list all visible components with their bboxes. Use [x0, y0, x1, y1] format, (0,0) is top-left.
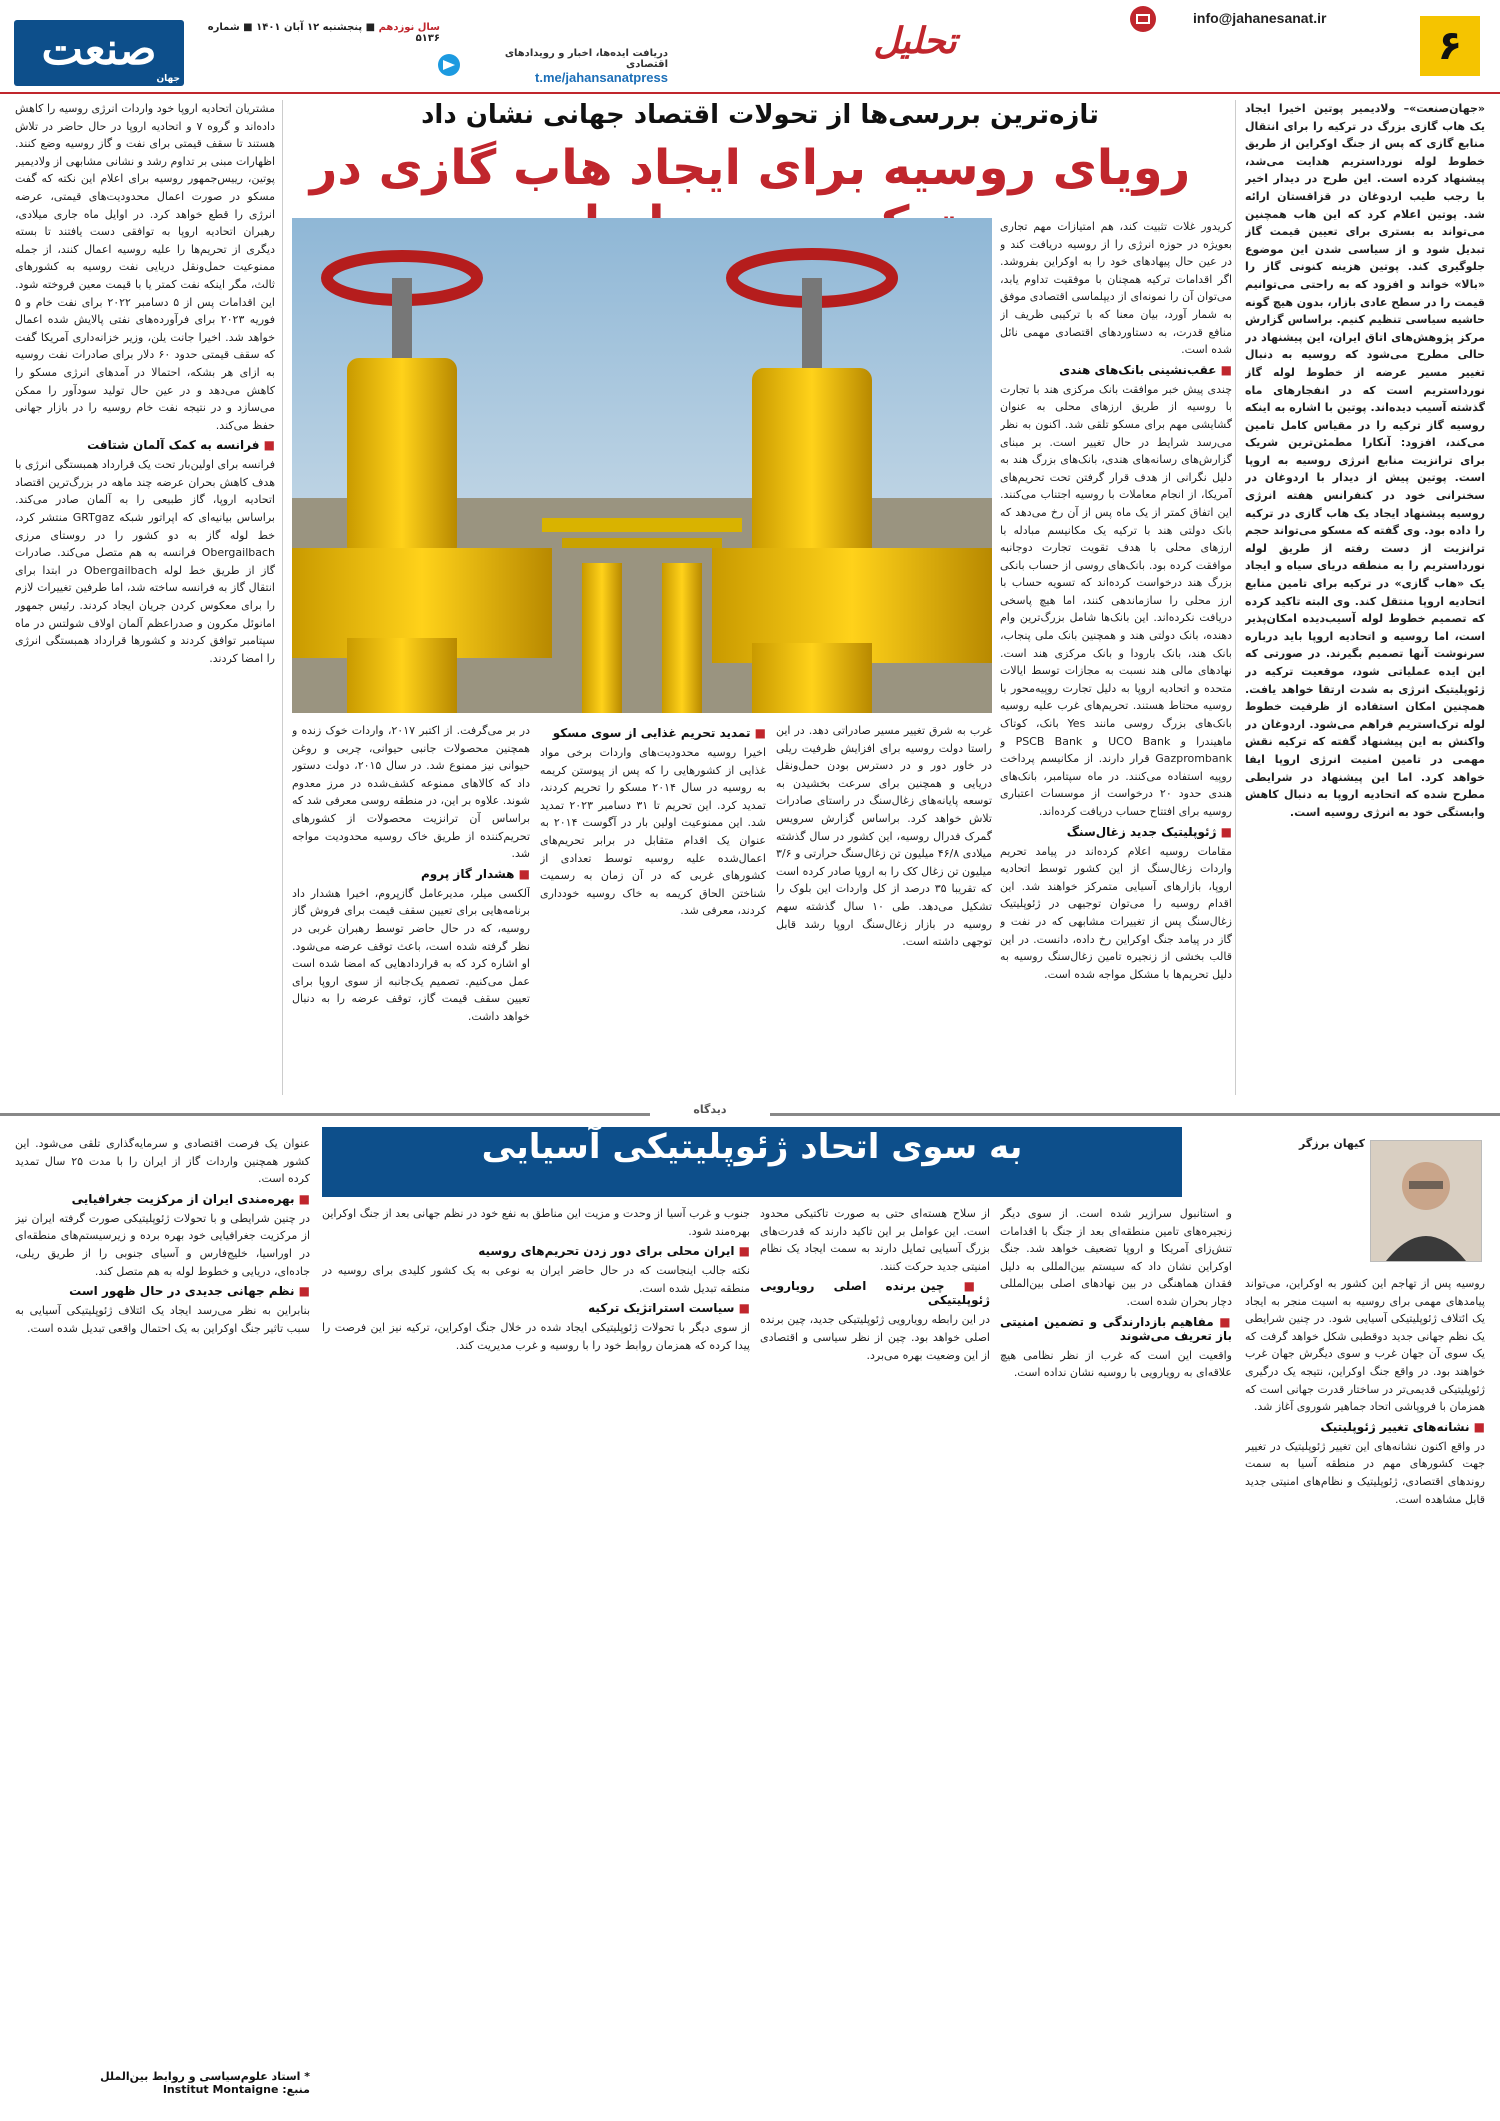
paragraph: در چنین شرایطی و با تحولات ژئوپلیتیکی صورت گرفته ایران نیز از مرکزیت جغرافیایی خود بهره برده و زیرسیستم‌های منطقه‌ای در اوراسیا، خلیج‌فارس و آسیای جنوبی را از طریق ریلی، جاده‌ای، دریایی و خطوط لوله به هم متصل کند.	[15, 1211, 310, 1278]
header-rule	[0, 92, 1500, 94]
article-column-c2	[540, 722, 766, 1095]
issue-date: پنجشنبه ۱۲ آبان ۱۴۰۱	[256, 22, 363, 33]
telegram-link[interactable]: t.me/jahansanatpress	[535, 70, 668, 85]
source-credit: منبع: Institut Montaigne	[162, 2083, 310, 2096]
issue-info: سال نوزدهم ■ پنجشنبه ۱۲ آبان ۱۴۰۱ ■ شماره ۵۱۳۶	[207, 22, 440, 44]
article-column-c3	[292, 722, 530, 1095]
telegram-icon	[438, 54, 460, 76]
paragraph: نکته جالب اینجاست که در حال حاضر ایران به نوعی به یک کشور کلیدی برای روسیه در منطقه تبدیل شده است.	[322, 1264, 750, 1295]
author-photo	[1370, 1140, 1482, 1262]
article-column-c1	[776, 722, 992, 1095]
article-lead: «جهان‌صنعت»– ولادیمیر پوتین اخیرا ایجاد یک هاب گازی بزرگ در ترکیه را برای انتقال منابع گازی که پس از جنگ اوکراین از طریق خطوط لوله نورداستریم هدایت می‌شد، پیشنهاد کرده است. این طرح در دیدار اخیر با رجب طیب اردوغان در قزاقستان ارائه شد. پوتین اعلام کرد که این هاب همچنین می‌تواند به بستری برای تعیین قیمت گاز تبدیل شود و از سیاسی شدن این موضوع جلوگیری کند. پوتین هزینه کنونی گاز را «بالا» خواند و افزود که به راحتی می‌توانیم قیمت را در سطح عادی بازار، بدون هیچ گونه حاشیه سیاسی تنظیم کنیم. براساس گزارش مرکز پژوهش‌های اتاق ایران، این پیشنهاد در حالی مطرح می‌شود که روسیه به دنبال تغییر مسیر عرضه از خطوط لوله گاز نورداستریم است که در انفجارهای ماه گذشته آسیب دیده‌اند. پوتین با اشاره به اینکه روسیه گاز ترکیه را در مقیاس کامل تامین می‌کند، افزود: آنکارا مطمئن‌ترین شریک برای ترانزیت منابع انرژی روسیه به اروپا است. پوتین پیش از دیدار با اردوغان در سخنرانی خود در کنفرانس هفته انرژی روسیه پیشنهاد ایجاد یک هاب گازی در ترکیه را داده بود. وی گفته که مسکو می‌تواند حجم ترانزیت از دست رفته از طریق لوله نورداستریم را به منطقه دریای سیاه و ایجاد یک «هاب گازی» در ترکیه برای تامین منابع اتحادیه اروپا منتقل کند. وی البته تاکید کرده که تصمیم خطوط لوله آسیب‌دیده امکان‌پذیر است، اما روسیه و اتحادیه اروپا باید درباره سرنوشت آنها تصمیم بگیرند. در صورتی که این ایده عملیاتی شود، موقعیت ترکیه در ژئوپلیتیک انرژی به شدت ارتقا خواهد یافت. همچنین امکان استفاده از ظرفیت خطوط لوله ترک‌استریم فراهم می‌شود. اردوغان در واکنش به این پیشنهاد گفته که ترکیه نقش مهمی در تامین امنیت انرژی اروپا ایفا خواهد کرد. اما این پیشنهاد در شرایطی مطرح شده که اتحادیه اروپا به دنبال کاهش وابستگی خود به انرژی روسیه است.	[1245, 102, 1485, 819]
opinion-author-intro	[1245, 1135, 1365, 1275]
paragraph: چندی پیش خبر موافقت بانک مرکزی هند با تجارت با روسیه از طریق ارزهای محلی به عنوان گشایشی مهم برای مسکو تلقی شد. اکنون به نظر می‌رسد شرایط در حال تغییر است. بر مبنای گزارش‌های رسانه‌های هندی، بانک‌های بزرگ هند به دلیل نگرانی از هدف قرار گرفتن تحت تحریم‌های آمریکا، از انجام معاملات با روسیه اجتناب می‌کنند. این اتفاق کمتر از یک ماه پس از آن رخ می‌دهد که بانک دولتی هند با ترکیه یک مکانیسم مبادله با ارزهای محلی با هدف تقویت تجارت دوجانبه موافقت کرده بود. بانک‌های روسی از حساب بانکی بزرگ هند درخواست کرده‌اند که تسویه حساب با ارز محلی را سازماندهی کنند، اما هیچ پاسخی دریافت نکرده‌اند. این بانک‌ها شامل بزرگ‌ترین وام دهنده، بانک دولتی هند و همچنین بانک ملی پنجاب، بانک هند، بانک بارودا و بانک مرکزی هند است. نهادهای مالی هند نسبت به مجازات توسط ایالات متحده و اتحادیه اروپا به دلیل تجارت روپیه‌محور با روسیه محتاط هستند. تحریم‌های غرب علیه روسیه بانک‌های بزرگ روسی مانند Yes بانک، کوتاک ماهیندرا و UCO Bank و PSCB Bank و Gazprombank قرار دارند. از مکانیسم پرداخت روپیه استفاده می‌کنند. در ماه سپتامبر، بانک‌های هندی حدود ۲۰ درخواست از موسسات اعتباری روسیه برای افتتاح حساب دریافت کرده‌اند.	[1000, 382, 1232, 818]
telegram-promo[interactable]	[468, 48, 668, 85]
opinion-title: به سوی اتحاد ژئوپلیتیکی آسیایی	[481, 1127, 1023, 1167]
paragraph: در این رابطه رویارویی ژئوپلیتیکی جدید، چین برنده اصلی خواهد بود. چین از نظر سیاسی و اقتصادی از این وضعیت بهره می‌برد.	[760, 1313, 990, 1362]
gas-pipeline-image	[292, 218, 992, 713]
issue-number: شماره ۵۱۳۶	[207, 22, 440, 44]
article-headline: رویای روسیه برای ایجاد هاب گازی در	[309, 140, 1191, 196]
subheading-china: ■ چین برنده اصلی رویارویی ژئوپلیتیکی	[760, 1279, 990, 1307]
paragraph: اخیرا روسیه محدودیت‌های واردات برخی مواد غذایی از کشورهایی را که پس از پیوستن کریمه به روسیه در سال ۲۰۱۴ مسکو را تحریم کردند، تمدید کرد. این تحریم تا ۳۱ دسامبر ۲۰۲۳ تمدید شد. این ممنوعیت اولین بار در آگوست ۲۰۱۴ به عنوان یک اقدام متقابل در برابر تحریم‌های اعمال‌شده علیه روسیه توسط تعدادی از کشورهای غربی که در آن زمان به رسمیت شناختن الحاق کریمه به خاک روسیه خودداری کردند، معرفی شد.	[540, 746, 766, 918]
subheading-order: ■ نظم جهانی جدیدی در حال ظهور است	[15, 1284, 310, 1298]
gas-valves-photo	[292, 218, 992, 713]
subheading-turkey: ■ سیاست استراتژیک ترکیه	[322, 1301, 750, 1315]
email-icon	[1130, 6, 1156, 32]
article-column-left	[15, 100, 275, 1095]
subheading-coal: ■ ژئوپلیتیک جدید زغال‌سنگ	[1000, 825, 1232, 839]
paragraph: از سلاح هسته‌ای حتی به صورت تاکتیکی محدود است. این عوامل بر این تاکید دارند که قدرت‌های بزرگ آسیایی تمایل دارند به سمت ایجاد یک نظام امنیتی جدید حرکت کنند.	[760, 1207, 990, 1273]
subheading-banks: ■ عقب‌نشینی بانک‌های هندی	[1000, 363, 1232, 377]
paragraph: در بر می‌گرفت. از اکتبر ۲۰۱۷، واردات خوک زنده و همچنین محصولات جانبی حیوانی، چربی و روغن حیوانی نیز ممنوع شد. در سال ۲۰۱۵، دولت دستور داد که کالاهای ممنوعه کشف‌شده در مرز معدوم شوند. علاوه بر این، در منطقه روسی معرفی شد که براساس آن ترانزیت محصولات از کشورهای تحریم‌کننده از طریق خاک روسیه محدودیت مواجه شد.	[292, 724, 530, 861]
article-column-mid-right	[1000, 218, 1232, 1095]
opinion-credit	[15, 2070, 310, 2110]
author-name: کیهان برزگر	[1298, 1137, 1365, 1150]
paragraph: جنوب و غرب آسیا از وحدت و مزیت این مناطق به نفع خود در نظم جهانی بعد از جنگ اوکراین بهره‌مند شود.	[322, 1207, 750, 1238]
issue-year: سال نوزدهم	[378, 22, 440, 33]
paragraph: غرب به شرق تغییر مسیر صادراتی دهد. در این راستا دولت روسیه برای افزایش ظرفیت ریلی در خاور دور و در دسترس بودن حمل‌ونقل دریایی و همچنین برای سرعت بخشیدن به توسعه پایانه‌های زغال‌سنگ در راستای صادرات تلاش خواهد کرد. براساس گزارش سرویس گمرک فدرال روسیه، این کشور در سال گذشته میلادی ۴۶/۸ میلیون تن زغال‌سنگ حرارتی و ۳/۶ میلیون تن زغال کک را به اروپا صادر کرده است که تقریبا ۳۵ درصد از کل واردات این بلوک را تشکیل می‌دهد. طی ۱۰ سال گذشته سهم روسیه در بازار زغال‌سنگ اروپا رشد قابل توجهی داشته است.	[776, 724, 992, 949]
paragraph: کریدور غلات تثبیت کند، هم امتیازات مهم تجاری بعویژه در حوزه انرژی را از روسیه دریافت کند و در عین حال پیهادهای خود را به اوکراین بفروشد. اگر اقدامات ترکیه همچنان با موفقیت تداوم یابد، می‌توان آن را نمونه‌ای از دیپلماسی اقتصادی موفق به شمار آورد، بیان معنا که با ترکیبی ظریف از منافع قدرت، به دستاوردهای اقتصادی مهمی نائل شده است.	[1000, 220, 1232, 357]
article-column-right	[1245, 100, 1485, 1095]
opinion-column-5	[15, 1135, 310, 2065]
opinion-column-1	[1245, 1275, 1485, 2110]
paragraph: روسیه پس از تهاجم این کشور به اوکراین، می‌تواند پیامدهای مهمی برای روسیه به اسیت منجر به ایجاد یک ائتلاف ژئوپلیتیکی آسیایی شود. در چنین شرایطی یک نظم جهانی جدید دوقطبی شکل خواهد گرفت که یک سوی آن جهان غرب و سوی دیگرش جهان غرب خواهند بود. در واقع جنگ اوکراین، نتیجه یک درگیری ژئوپلیتیکی قدیمی‌تر در ساختار قدرت جهانی است که همزمان با فروپاشی اتحاد جماهیر شوروی آغاز شد.	[1245, 1277, 1485, 1414]
subheading-security: ■ مفاهیم بازدارندگی و تضمین امنیتی باز تعریف می‌شوند	[1000, 1315, 1232, 1343]
section-title: تحلیل	[873, 20, 957, 62]
column-divider	[282, 100, 283, 1095]
paragraph: عنوان یک فرصت اقتصادی و سرمایه‌گذاری تلقی می‌شود. این کشور همچنین واردات گاز از ایران را با مدت ۲۵ سال تمدید کرده است.	[15, 1137, 310, 1186]
paragraph: بنابراین به نظر می‌رسد ایجاد یک ائتلاف ژئوپلیتیکی آسیایی به سبب تاثیر جنگ اوکراین به یک احتمال واقعی تبدیل شده است.	[15, 1304, 310, 1335]
paragraph: واقعیت این است که غرب از نظر نظامی هیچ علاقه‌ای به رویارویی با روسیه نشان نداده است.	[1000, 1348, 1232, 1380]
paragraph: آلکسی میلر، مدیرعامل گازپروم، اخیرا هشدار داد برنامه‌هایی برای تعیین سقف قیمت برای فروش گاز روسیه، که در حال حاضر توسط رهبران غربی در نظر گرفته شده است، باعث توقف عرضه می‌شود. او اشاره کرد که به قراردادهایی که امضا شده است عمل می‌کنیم. تصمیم یک‌جانبه از سوی اروپا برای تعیین سقف قیمت گاز، توقف عرضه را به دنبال خواهد داشت.	[292, 886, 530, 1023]
logo-subtext: جهان	[156, 74, 180, 84]
paragraph: و استانبول سرازیر شده است. از سوی دیگر زنجیره‌های تامین منطقه‌ای بعد از جنگ با اقدامات تنش‌زای آمریکا و اروپا تضعیف خواهد شد. جنگ اوکراین نشان داد که سیستم بین‌المللی به دلیل فقدان هماهنگی در بین نهادهای اصلی بین‌المللی دچار بحران شده است.	[1000, 1207, 1232, 1308]
paragraph: مقامات روسیه اعلام کرده‌اند در پیامد تحریم واردات زغال‌سنگ از این کشور توسط اتحادیه اروپا، بازارهای آسیایی متمرکز خواهند شد. این اقدام روسیه را می‌توان توجیهی در ژئوپلیتیک زغال‌سنگ پس از تغییرات مشابهی که در نفت و گاز در پیامد جنگ اوکراین رخ داده، دانست. در این قالب بخشی از زنجیره تامین زغال‌سنگ روسیه به دلیل تحریم‌ها با مشکل مواجه شده است.	[1000, 844, 1232, 981]
opinion-column-2	[1000, 1205, 1232, 2110]
website-link[interactable]: info@jahanesanat.ir	[1193, 10, 1327, 26]
article-kicker: تازه‌ترین بررسی‌ها از تحولات اقتصاد جهانی نشان داد	[421, 100, 1099, 130]
paragraph: مشتریان اتحادیه اروپا خود واردات انرژی روسیه را کاهش داده‌اند و گروه ۷ و اتحادیه اروپا در حال حاضر در تلاش هستند تا سقف قیمتی برای نفت و گاز روسیه وضع کنند. اظهارات مبنی بر تداوم رشد و نشانی مشابهی از ولادیمیر پوتین، رییس‌جمهور روسیه برای اعلام این نکته که گفت مسکو در صورت اعمال محدودیت‌های قیمتی، عرضه انرژی را قطع خواهد کرد. در اوایل ماه جاری میلادی، رهبران اتحادیه اروپا به توافقی دست یافتند تا بسته دیگری از تحریم‌ها را علیه روسیه اعمال کنند، از جمله ممنوعیت حمل‌ونقل دریایی نفت روسیه به کشورهای ثالث، مگر اینکه نفت کمتر یا با قیمت معین فروخته شود. این اقدامات پس از ۵ دسامبر ۲۰۲۲ برای نفت خام و ۵ فوریه ۲۰۲۳ برای فرآورده‌های نفتی پالایش شده اعمال خواهد شد. اخیرا جانت یلن، وزیر خزانه‌داری آمریکا گفت که سقف قیمتی حدود ۶۰ دلار برای صادرات نفت روسیه به ازای هر بشکه، احتمالا در آمدهای انرژی مسکو را کاهش می‌دهد و در عین حال تولید سودآور را ممکن می‌سازد و در نتیجه نفت خام روسیه را در بازار جهانی حفظ می‌کند.	[15, 102, 275, 432]
page-number: ۶	[1420, 16, 1480, 76]
telegram-caption: دریافت ایده‌ها، اخبار و رویدادهای اقتصادی	[504, 48, 668, 70]
paragraph: از سوی دیگر با تحولات ژئوپلیتیکی ایجاد شده در خلال جنگ اوکراین، ترکیه نیز این فرصت را پیدا کرده که همزمان روابط خود را با روسیه و غرب مدیریت کند.	[322, 1321, 750, 1352]
subheading-france: ■ فرانسه به کمک آلمان شتافت	[15, 438, 275, 452]
newspaper-logo	[14, 20, 184, 86]
author-credit: * استاد علوم‌سیاسی و روابط بین‌الملل	[100, 2070, 310, 2083]
author-portrait-icon	[1371, 1141, 1481, 1261]
subheading-iran: ■ ایران محلی برای دور زدن تحریم‌های روسیه	[322, 1244, 750, 1258]
subheading-food: ■ تمدید تحریم غذایی از سوی مسکو	[540, 726, 766, 740]
subheading-center: ■ بهره‌مندی ایران از مرکزیت جغرافیایی	[15, 1192, 310, 1206]
logo-text: صنعت	[41, 24, 157, 75]
opinion-column-4	[322, 1205, 750, 2110]
subheading-change: ■ نشانه‌های تغییر ژئوپلیتیک	[1245, 1420, 1485, 1434]
paragraph: فرانسه برای اولین‌بار تحت یک قرارداد همبستگی انرژی با هدف کاهش بحران عرضه چند ماهه در بزرگ‌ترین اقتصاد اتحادیه اروپا، گاز طبیعی را به آلمان صادر می‌کند. براساس بیانیه‌ای که اپراتور شبکه GRTgaz منتشر کرد، خط لوله گاز به دو کشور را در روستای مرزی Obergailbach فرانسه به هم متصل می‌کند. صادرات گاز از طریق خط لوله Obergailbach در ابتدا برای انتقال گاز به فرانسه ساخته شد، اما طرفین تغییرات لازم را برای معکوس کردن جریان ایجاد کردند. رئیس جمهور امانوئل مکرون و صدراعظم آلمان اولاف شولتس در ماه سپتامبر توافق کردند و کشورها قرارداد همبستگی انرژی را امضا کردند.	[15, 458, 275, 665]
subheading-gazprom: ■ هشدار گاز پروم	[292, 867, 530, 881]
column-divider	[1235, 100, 1236, 1095]
opinion-label: دیدگاه	[650, 1103, 770, 1125]
opinion-column-3	[760, 1205, 990, 2110]
paragraph: در واقع اکنون نشانه‌های این تغییر ژئوپلیتیک در تغییر جهت کشورهای مهم در منطقه آسیا به سمت روندهای اقتصادی، ژئوپلیتیک و نظام‌های امنیتی جدید قابل مشاهده است.	[1245, 1439, 1485, 1506]
